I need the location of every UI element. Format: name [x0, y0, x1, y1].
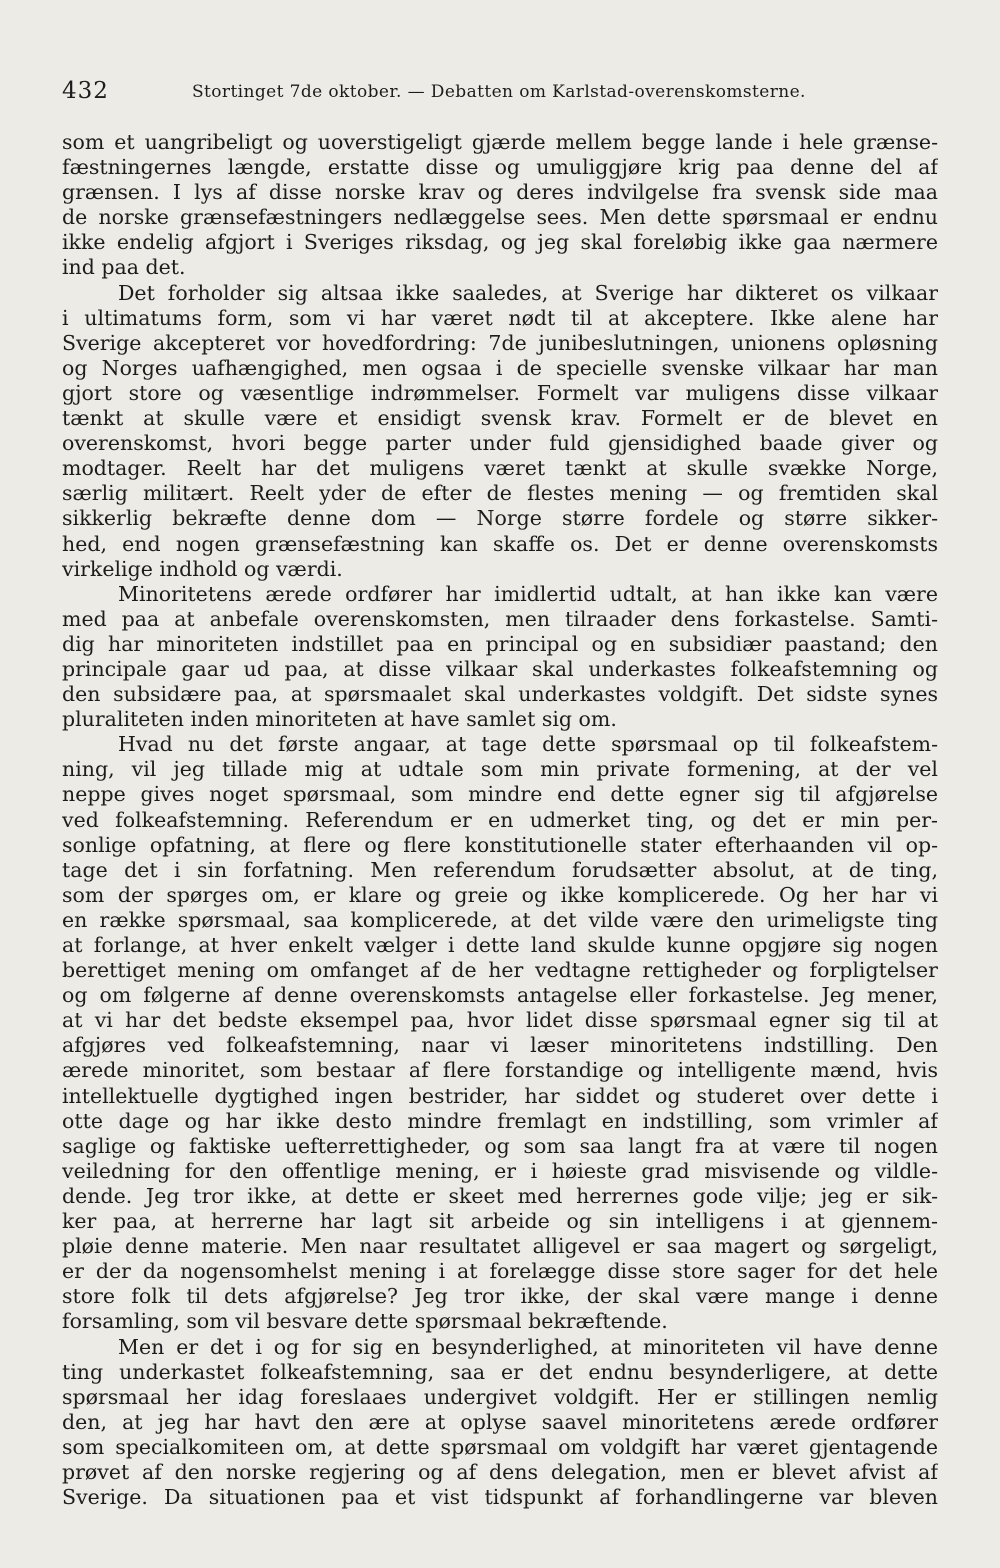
text-line: pløie denne materie. Men naar resultatet alligevel er saa magert og sørgeligt, — [62, 1234, 938, 1259]
text-line: forsamling, som vil besvare dette spørsmaal bekræftende. — [62, 1309, 668, 1334]
text-line: modtager. Reelt har det muligens været tænkt at skulle svække Norge, — [62, 456, 938, 481]
text-line: som et uangribeligt og uoverstigeligt gjærde mellem begge lande i hele grænse- — [62, 130, 938, 154]
text-line: Minoritetens ærede ordfører har imidlertid udtalt, at han ikke kan være — [118, 581, 938, 606]
text-line: sikkerlig bekræfte denne dom — Norge større fordele og større sikker- — [62, 506, 938, 531]
text-line: overenskomst, hvori begge parter under fuld gjensidighed baade giver og — [62, 431, 938, 456]
text-line: og Norges uafhængighed, men ogsaa i de specielle svenske vilkaar har man — [62, 355, 938, 380]
text-line: tænkt at skulle være et ensidigt svensk krav. Formelt er de blevet en — [62, 406, 938, 431]
text-line: prøvet af den norske regjering og af dens delegation, men er blevet afvist af — [62, 1459, 938, 1484]
text-line: at vi har det bedste eksempel paa, hvor lidet disse spørsmaal egner sig til at — [62, 1008, 938, 1033]
text-line: Sverige akcepteret vor hovedfordring: 7de junibeslutningen, unionens opløsning — [62, 330, 938, 355]
text-line: de norske grænsefæstningers nedlæggelse sees. Men dette spørsmaal er endnu — [62, 205, 938, 230]
text-line: er der da nogensomhelst mening i at forelægge disse store sager for det hele — [62, 1259, 938, 1284]
text-line: som der spørges om, er klare og greie og ikke komplicerede. Og her har vi — [62, 882, 938, 907]
text-line: Men er det i og for sig en besynderlighed, at minoriteten vil have denne — [118, 1334, 938, 1359]
text-line: virkelige indhold og værdi. — [62, 556, 343, 581]
text-line: gjort store og væsentlige indrømmelser. Formelt var muligens disse vilkaar — [62, 380, 938, 405]
text-line: som specialkomiteen om, at dette spørsmaal om voldgift har været gjentagende — [62, 1434, 938, 1459]
text-line: ind paa det. — [62, 255, 186, 280]
text-line: ikke endelig afgjort i Sveriges riksdag, og jeg skal foreløbig ikke gaa nærmere — [62, 230, 938, 255]
text-line: neppe gives noget spørsmaal, som mindre end dette egner sig til afgjørelse — [62, 782, 938, 807]
text-line: otte dage og har ikke desto mindre fremlagt en indstilling, som vrimler af — [62, 1108, 938, 1133]
text-line: ved folkeafstemning. Referendum er en udmerket ting, og det er min per- — [62, 807, 938, 832]
text-line: grænsen. I lys af disse norske krav og deres indvilgelse fra svensk side maa — [62, 180, 938, 205]
text-line: med paa at anbefale overenskomsten, men tilraader dens forkastelse. Samti- — [62, 606, 938, 631]
text-line: dig har minoriteten indstillet paa en principal og en subsidiær paastand; den — [62, 631, 938, 656]
text-line: afgjøres ved folkeafstemning, naar vi læser minoritetens indstilling. Den — [62, 1033, 938, 1058]
text-line: saglige og faktiske uefterrettigheder, og som saa langt fra at være til nogen — [62, 1133, 938, 1158]
page-number: 432 — [62, 78, 109, 104]
text-line: Sverige. Da situationen paa et vist tidspunkt af forhandlingerne var bleven — [62, 1485, 938, 1510]
text-line: ning, vil jeg tillade mig at udtale som min private formening, at der vel — [62, 757, 938, 782]
text-line: pluraliteten inden minoriteten at have samlet sig om. — [62, 707, 617, 732]
text-line: Det forholder sig altsaa ikke saaledes, at Sverige har dikteret os vilkaar — [118, 280, 938, 305]
text-line: og om følgerne af denne overenskomsts antagelse eller forkastelse. Jeg mener, — [62, 983, 938, 1008]
text-line: den subsidære paa, at spørsmaalet skal underkastes voldgift. Det sidste synes — [62, 682, 938, 707]
text-line: i ultimatums form, som vi har været nødt til at akceptere. Ikke alene har — [62, 305, 938, 330]
text-line: ærede minoritet, som bestaar af flere forstandige og intelligente mænd, hvis — [62, 1058, 938, 1083]
text-line: at forlange, at hver enkelt vælger i dette land skulde kunne opgjøre sig nogen — [62, 933, 938, 957]
text-line: berettiget mening om omfanget af de her vedtagne rettigheder og forpligtelser — [62, 958, 938, 983]
text-line: særlig militært. Reelt yder de efter de flestes mening — og fremtiden skal — [62, 481, 938, 506]
text-line: hed, end nogen grænsefæstning kan skaffe os. Det er denne overenskomsts — [62, 531, 938, 556]
text-line: store folk til dets afgjørelse? Jeg tror ikke, der skal være mange i denne — [62, 1284, 938, 1309]
text-line: spørsmaal her idag foreslaaes undergivet voldgift. Her er stillingen nemlig — [62, 1384, 938, 1409]
text-line: den, at jeg har havt den ære at oplyse saavel minoritetens ærede ordfører — [62, 1409, 938, 1434]
running-title: Stortinget 7de oktober. — Debatten om Karlstad-overenskomsterne. — [192, 82, 806, 102]
text-line: fæstningernes længde, erstatte disse og umuliggjøre krig paa denne del af — [62, 155, 938, 180]
text-line: Hvad nu det første angaar, at tage dette spørsmaal op til folkeafstem- — [118, 732, 938, 757]
text-line: sonlige opfatning, at flere og flere konstitutionelle stater efterhaanden vil op- — [62, 832, 938, 857]
text-line: intellektuelle dygtighed ingen bestrider, har siddet og studeret over dette i — [62, 1083, 938, 1108]
text-line: tage det i sin forfatning. Men referendum forudsætter absolut, at de ting, — [62, 857, 938, 882]
text-line: en række spørsmaal, saa komplicerede, at det vilde være den urimeligste ting — [62, 907, 938, 932]
text-line: principale gaar ud paa, at disse vilkaar skal underkastes folkeafstemning og — [62, 656, 938, 681]
text-line: ker paa, at herrerne har lagt sit arbeide og sin intelligens i at gjennem- — [62, 1209, 938, 1234]
body-text — [62, 130, 938, 1510]
text-line: dende. Jeg tror ikke, at dette er skeet med herrernes gode vilje; jeg er sik- — [62, 1183, 938, 1208]
text-line: veiledning for den offentlige mening, er i høieste grad misvisende og vildle- — [62, 1158, 938, 1183]
text-line: ting underkastet folkeafstemning, saa er det endnu besynderligere, at dette — [62, 1359, 938, 1384]
page-header — [62, 74, 938, 114]
